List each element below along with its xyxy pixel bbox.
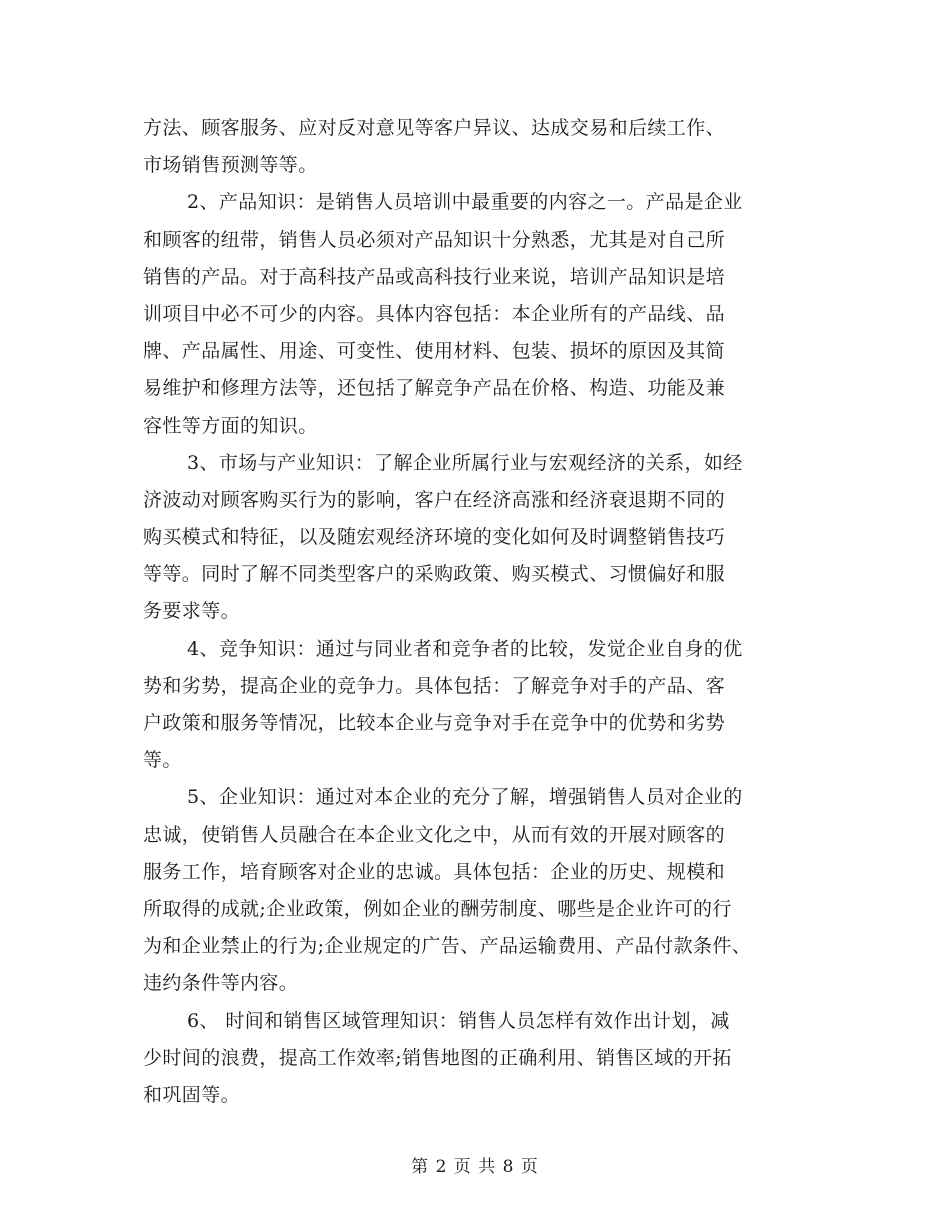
text-line: 忠诚，使销售人员融合在本企业文化之中，从而有效的开展对顾客的 [143, 823, 726, 846]
paragraph-start-line: 5、企业知识：通过对本企业的充分了解，增强销售人员对企业的 [187, 786, 743, 809]
paragraph-start-line: 3、市场与产业知识：了解企业所属行业与宏观经济的关系，如经 [187, 451, 743, 474]
paragraph-start-line: 6、 时间和销售区域管理知识：销售人员怎样有效作出计划，减 [187, 1009, 730, 1032]
text-line: 牌、产品属性、用途、可变性、使用材料、包装、损坏的原因及其简 [143, 340, 726, 363]
text-line: 服务工作，培育顾客对企业的忠诚。具体包括：企业的历史、规模和 [143, 860, 726, 883]
text-line: 势和劣势，提高企业的竞争力。具体包括：了解竞争对手的产品、客 [143, 674, 726, 697]
text-line: 等。 [143, 749, 182, 772]
text-line: 训项目中必不可少的内容。具体内容包括：本企业所有的产品线、品 [143, 302, 726, 325]
text-line: 和顾客的纽带，销售人员必须对产品知识十分熟悉，尤其是对自己所 [143, 228, 726, 251]
text-line: 户政策和服务等情况，比较本企业与竞争对手在竞争中的优势和劣势 [143, 712, 726, 734]
text-line: 所取得的成就;企业政策，例如企业的酬劳制度、哪些是企业许可的行 [143, 897, 732, 920]
text-line: 销售的产品。对于高科技产品或高科技行业来说，培训产品知识是培 [143, 265, 726, 288]
text-line: 和巩固等。 [143, 1083, 241, 1106]
text-line: 购买模式和特征，以及随宏观经济环境的变化如何及时调整销售技巧 [143, 526, 726, 549]
text-line: 易维护和修理方法等，还包括了解竞争产品在价格、构造、功能及兼 [143, 377, 726, 400]
text-line: 为和企业禁止的行为;企业规定的广告、产品运输费用、产品付款条件、 [143, 935, 752, 958]
paragraph-start-line: 2、产品知识：是销售人员培训中最重要的内容之一。产品是企业 [187, 191, 743, 214]
text-line: 市场销售预测等等。 [143, 154, 318, 177]
text-line: 务要求等。 [143, 600, 241, 623]
text-line: 等等。同时了解不同类型客户的采购政策、购买模式、习惯偏好和服 [143, 563, 726, 586]
page-number-footer: 第 2 页 共 8 页 [411, 1157, 539, 1177]
text-line: 违约条件等内容。 [143, 972, 299, 995]
text-line: 容性等方面的知识。 [143, 414, 318, 437]
document-body [143, 110, 815, 1114]
paragraph-start-line: 4、竞争知识：通过与同业者和竞争者的比较，发觉企业自身的优 [187, 637, 743, 660]
text-line: 济波动对顾客购买行为的影响，客户在经济高涨和经济衰退期不同的 [143, 488, 726, 511]
text-line: 少时间的浪费，提高工作效率;销售地图的正确利用、销售区域的开拓 [143, 1046, 732, 1069]
text-line: 方法、顾客服务、应对反对意见等客户异议、达成交易和后续工作、 [143, 117, 726, 139]
